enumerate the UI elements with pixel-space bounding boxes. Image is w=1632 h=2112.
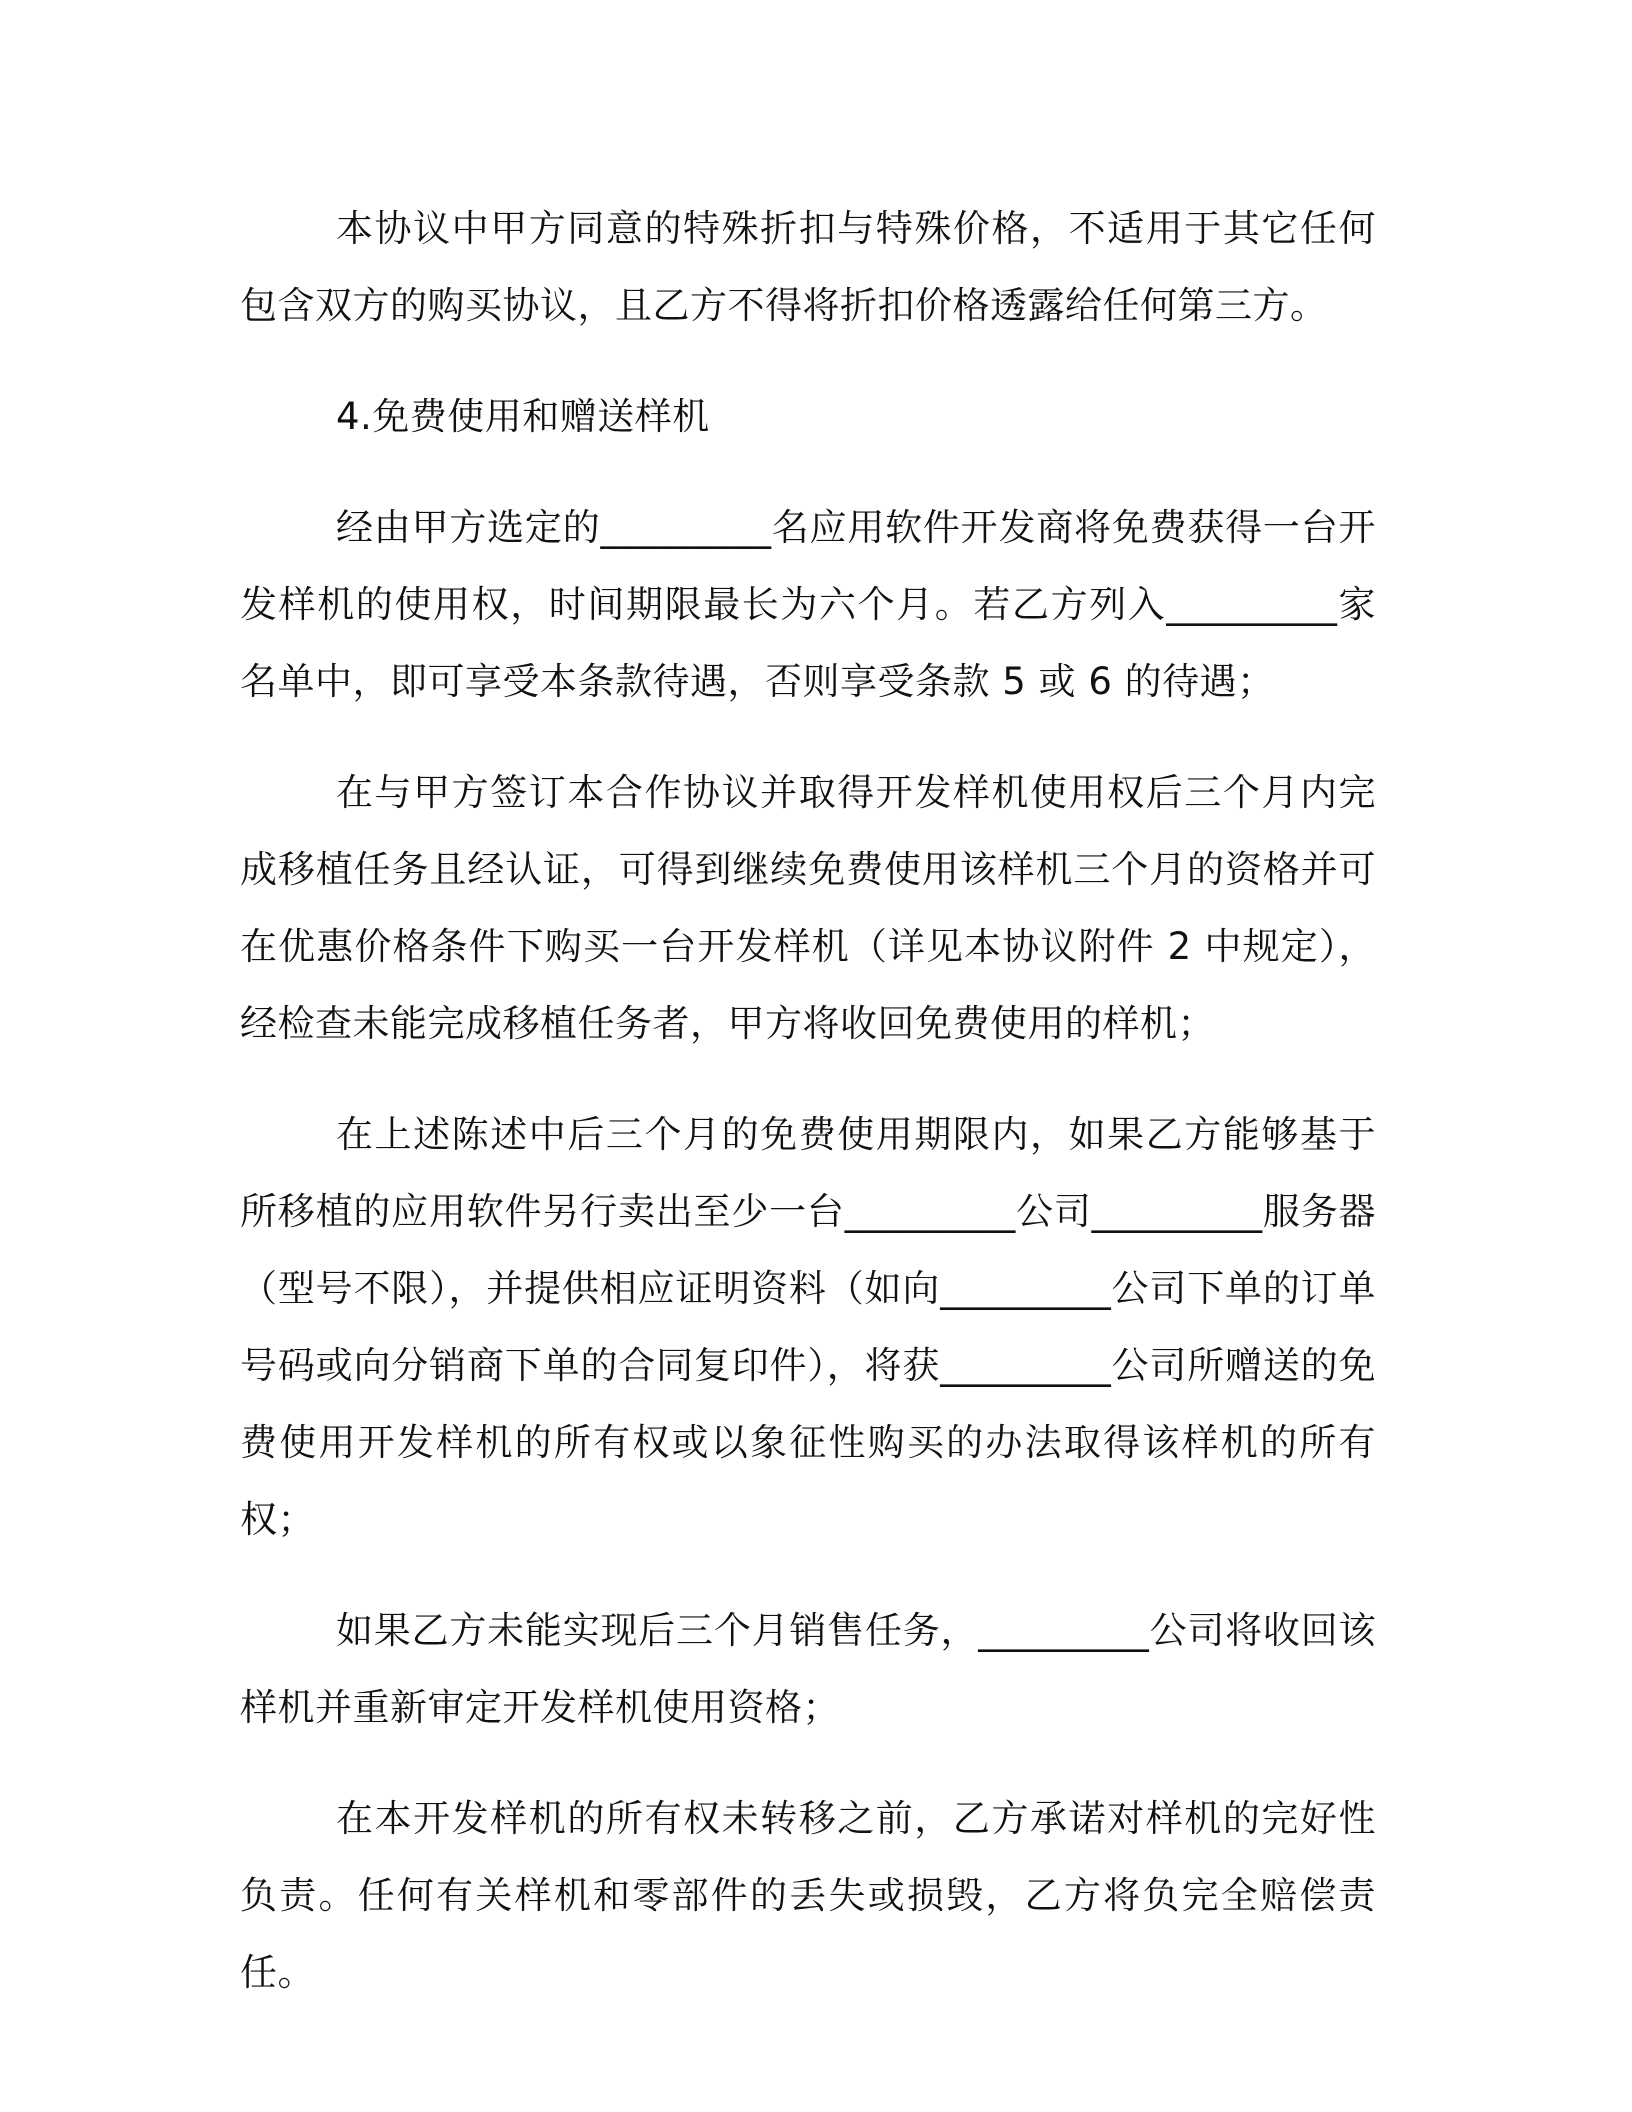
paragraph-server-sales: 在上述陈述中后三个月的免费使用期限内，如果乙方能够基于所移植的应用软件另行卖出至少一台_________公司_________服务器（型号不限），并提供相应证明资料（如向_________公司下单的订单号码或向分销商下单的合同复印件），将获_________公司所赠送的免费使用开发样机的所有权或以象征性购买的办法取得该样机的所有权；: [240, 1113, 1376, 1541]
paragraph-sales-failure: 如果乙方未能实现后三个月销售任务，_________公司将收回该样机并重新审定开发样机使用资格；: [240, 1609, 1376, 1729]
paragraph-liability: 在本开发样机的所有权未转移之前，乙方承诺对样机的完好性负责。任何有关样机和零部件的丢失或损毁，乙方将负完全赔偿责任。: [240, 1797, 1376, 1994]
paragraph-gap: [240, 455, 1376, 489]
paragraph-discount-terms: 本协议中甲方同意的特殊折扣与特殊价格，不适用于其它任何包含双方的购买协议，且乙方不得将折扣价格透露给任何第三方。: [240, 207, 1376, 327]
section-heading-free-use: 4.免费使用和赠送样机: [336, 395, 710, 438]
paragraph-gap: [240, 1746, 1376, 1780]
paragraph-gap: [240, 1062, 1376, 1096]
paragraph-porting-task: 在与甲方签订本合作协议并取得开发样机使用权后三个月内完成移植任务且经认证，可得到继续免费使用该样机三个月的资格并可在优惠价格条件下购买一台开发样机（详见本协议附件 2 中规定），经检查未能完成移植任务者，甲方将收回免费使用的样机；: [240, 771, 1376, 1045]
document-body: [240, 190, 1376, 2011]
paragraph-gap: [240, 344, 1376, 378]
paragraph-gap: [240, 720, 1376, 754]
paragraph-gap: [240, 1558, 1376, 1592]
paragraph-selected-developers: 经由甲方选定的_________名应用软件开发商将免费获得一台开发样机的使用权，时间期限最长为六个月。若乙方列入_________家名单中，即可享受本条款待遇，否则享受条款 5 或 6 的待遇；: [240, 506, 1376, 703]
